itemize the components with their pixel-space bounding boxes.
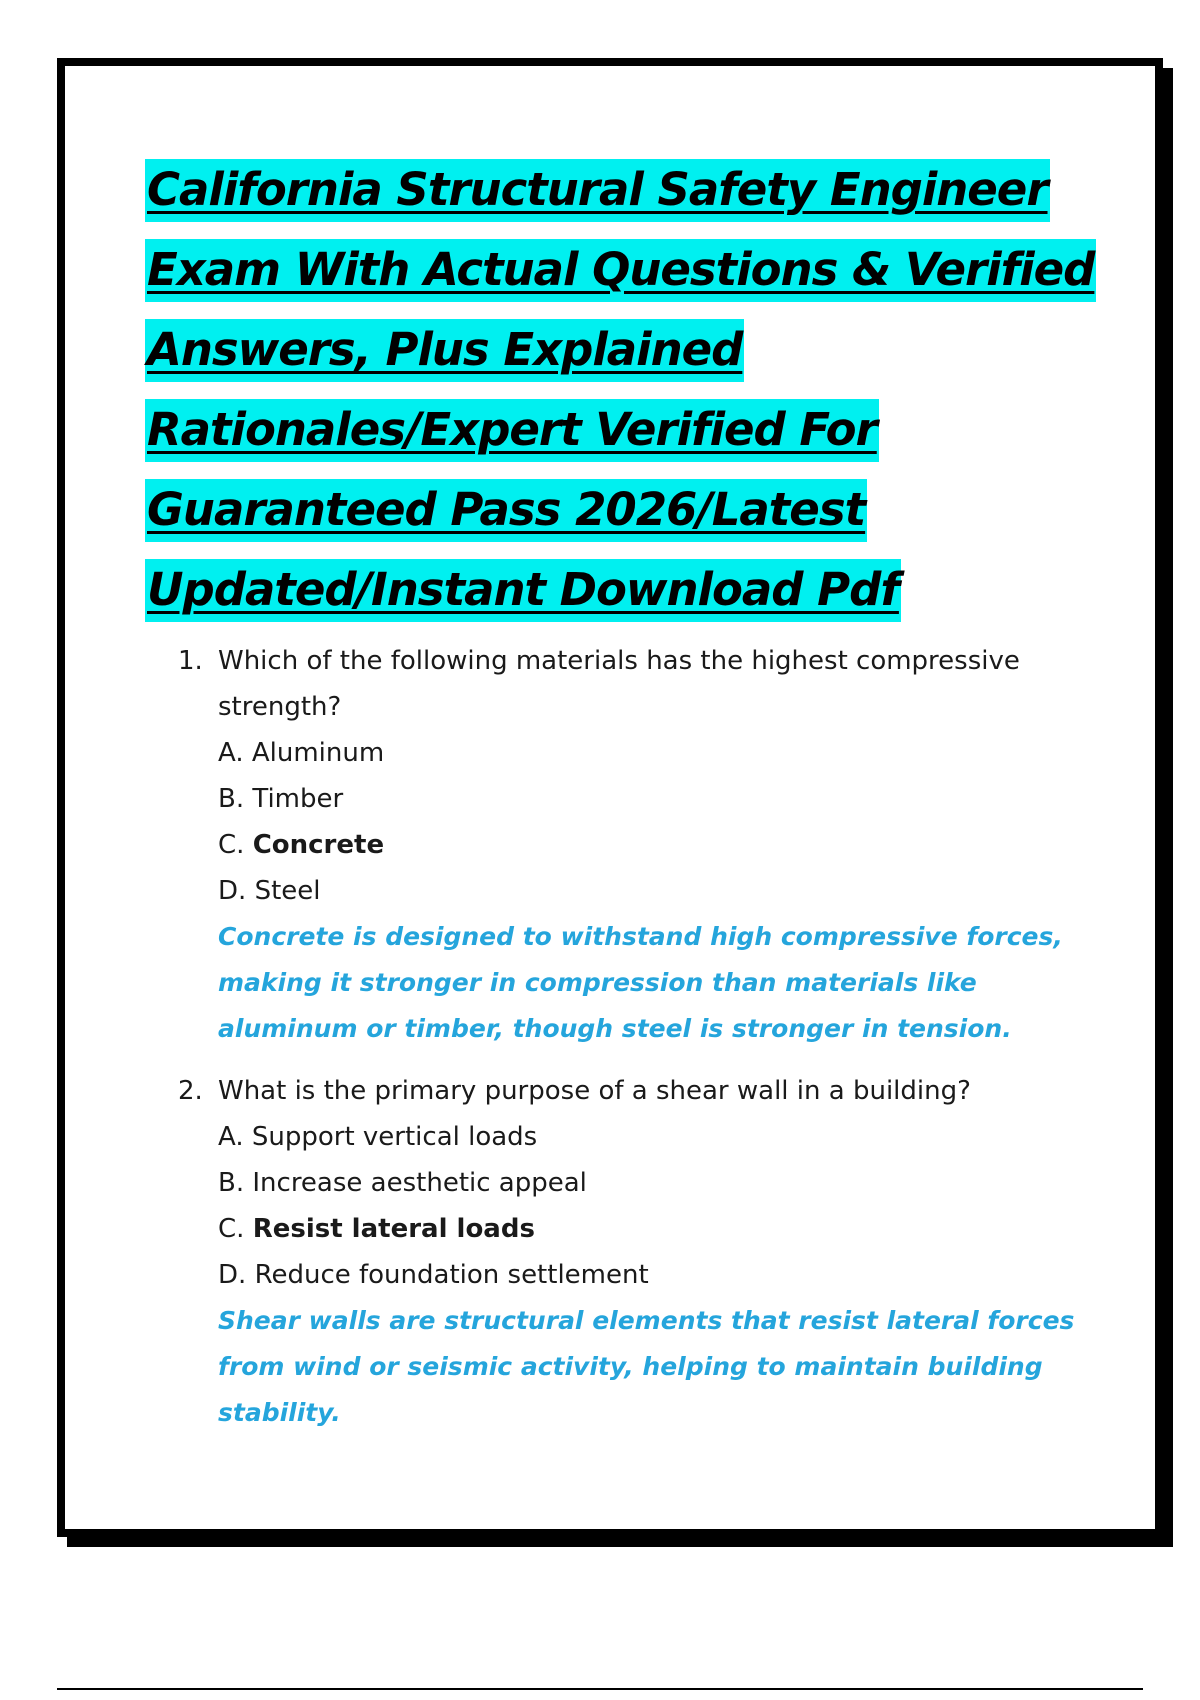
title-line bbox=[145, 150, 1105, 230]
question-number: 1. bbox=[178, 646, 203, 676]
title-line bbox=[145, 550, 1105, 630]
option-d bbox=[218, 1252, 1108, 1298]
option-letter: B. bbox=[218, 784, 245, 814]
question-body bbox=[218, 1068, 1108, 1436]
title-line-text: Rationales/Expert Verified For bbox=[145, 399, 879, 462]
question-body bbox=[218, 638, 1108, 1052]
title-line-text: California Structural Safety Engineer bbox=[145, 159, 1050, 222]
option-letter: C. bbox=[218, 1214, 245, 1244]
title-line-text: Answers, Plus Explained bbox=[145, 319, 744, 382]
bottom-divider bbox=[57, 1688, 1143, 1690]
question-text: What is the primary purpose of a shear wall in a building? bbox=[218, 1076, 971, 1106]
option-text: Steel bbox=[254, 876, 321, 906]
rationale: Shear walls are structural elements that resist lateral forces from wind or seismic activity, helping to maintain building stability. bbox=[218, 1306, 1075, 1427]
option-b bbox=[218, 1160, 1108, 1206]
document-title bbox=[145, 150, 1105, 630]
question-text: Which of the following materials has the highest compressive strength? bbox=[218, 646, 1020, 722]
option-letter: D. bbox=[218, 876, 247, 906]
option-a bbox=[218, 1114, 1108, 1160]
title-line bbox=[145, 470, 1105, 550]
option-text: Reduce foundation settlement bbox=[254, 1260, 649, 1290]
option-c-correct bbox=[218, 1206, 1108, 1252]
option-c-correct bbox=[218, 822, 1108, 868]
option-a bbox=[218, 730, 1108, 776]
title-line bbox=[145, 390, 1105, 470]
title-line bbox=[145, 230, 1105, 310]
title-line-text: Exam With Actual Questions & Verified bbox=[145, 239, 1096, 302]
title-line-text: Guaranteed Pass 2026/Latest bbox=[145, 479, 867, 542]
option-text: Increase aesthetic appeal bbox=[252, 1168, 587, 1198]
rationale: Concrete is designed to withstand high compressive forces, making it stronger in compression than materials like aluminum or timber, though steel is stronger in tension. bbox=[218, 922, 1063, 1043]
option-text-correct: Concrete bbox=[252, 830, 385, 860]
option-letter: C. bbox=[218, 830, 245, 860]
option-letter: B. bbox=[218, 1168, 245, 1198]
option-text: Support vertical loads bbox=[251, 1122, 538, 1152]
option-letter: A. bbox=[218, 738, 244, 768]
option-letter: A. bbox=[218, 1122, 244, 1152]
option-letter: D. bbox=[218, 1260, 247, 1290]
option-text: Aluminum bbox=[251, 738, 385, 768]
option-text-correct: Resist lateral loads bbox=[252, 1214, 535, 1244]
question-number: 2. bbox=[178, 1076, 203, 1106]
question-1 bbox=[178, 638, 1108, 1052]
option-d bbox=[218, 868, 1108, 914]
question-list bbox=[178, 638, 1108, 1452]
title-line-text: Updated/Instant Download Pdf bbox=[145, 559, 901, 622]
question-2 bbox=[178, 1068, 1108, 1436]
title-line bbox=[145, 310, 1105, 390]
option-b bbox=[218, 776, 1108, 822]
option-text: Timber bbox=[252, 784, 344, 814]
